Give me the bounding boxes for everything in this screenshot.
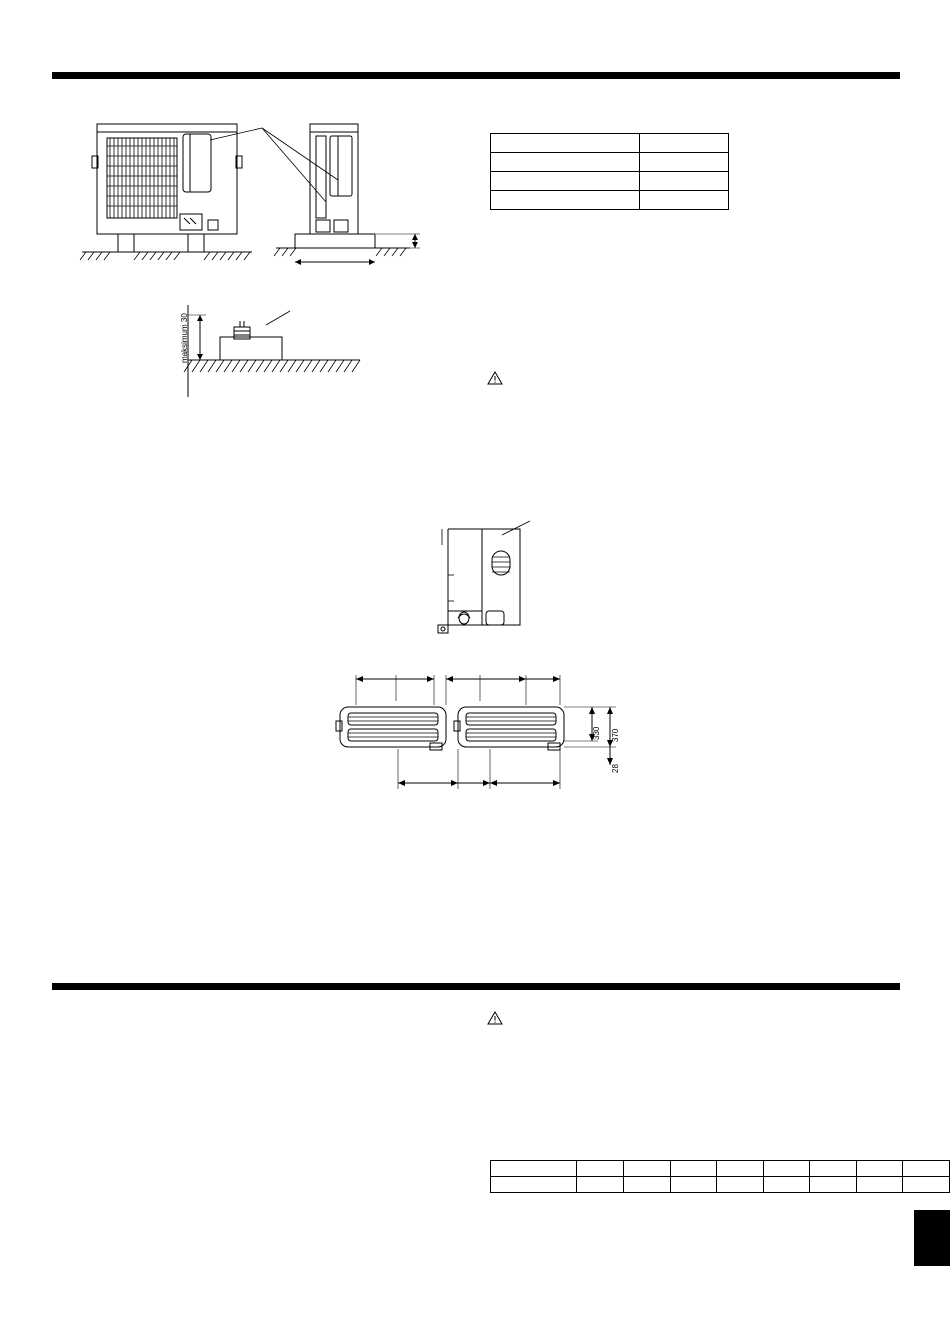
table-cell (491, 134, 640, 153)
table-cell (717, 1177, 764, 1193)
page-corner-tab (914, 1210, 950, 1266)
table-cell (810, 1161, 857, 1177)
table-cell (856, 1177, 903, 1193)
table-cell (640, 134, 729, 153)
grille-depth-label: 28 (611, 764, 620, 773)
top-divider-rule (52, 72, 900, 79)
table-row (491, 191, 729, 210)
warning-triangle-icon (487, 371, 503, 385)
table-cell (491, 191, 640, 210)
table-cell (717, 1161, 764, 1177)
table-cell (624, 1177, 671, 1193)
table-cell (763, 1177, 810, 1193)
unit-corner-detail-figure (420, 515, 550, 640)
table-cell (491, 1161, 577, 1177)
table-cell (640, 191, 729, 210)
table-cell (624, 1161, 671, 1177)
table-cell (856, 1161, 903, 1177)
table-cell (670, 1161, 717, 1177)
table-row (491, 153, 729, 172)
table-cell (810, 1177, 857, 1193)
table-cell (577, 1161, 624, 1177)
table-row (491, 134, 729, 153)
table-row (491, 1161, 950, 1177)
table-cell (491, 1177, 577, 1193)
table-cell (491, 172, 640, 191)
table-cell (640, 153, 729, 172)
outdoor-unit-elevation-figure (80, 110, 440, 285)
table-row (491, 172, 729, 191)
spec-table (490, 133, 729, 210)
middle-divider-rule (52, 983, 900, 990)
bottom-table (490, 1160, 950, 1193)
foundation-max-height-label: maksimum 30 (180, 313, 189, 363)
grille-height-outer-label: 370 (611, 728, 620, 742)
table-cell (577, 1177, 624, 1193)
table-cell (491, 153, 640, 172)
warning-triangle-icon (487, 1011, 503, 1025)
table-cell (763, 1161, 810, 1177)
foundation-detail-figure (170, 305, 380, 400)
table-cell (670, 1177, 717, 1193)
table-row (491, 1177, 950, 1193)
table-cell (903, 1161, 950, 1177)
table-cell (903, 1177, 950, 1193)
table-cell (640, 172, 729, 191)
grille-height-inner-label: 330 (592, 726, 601, 740)
